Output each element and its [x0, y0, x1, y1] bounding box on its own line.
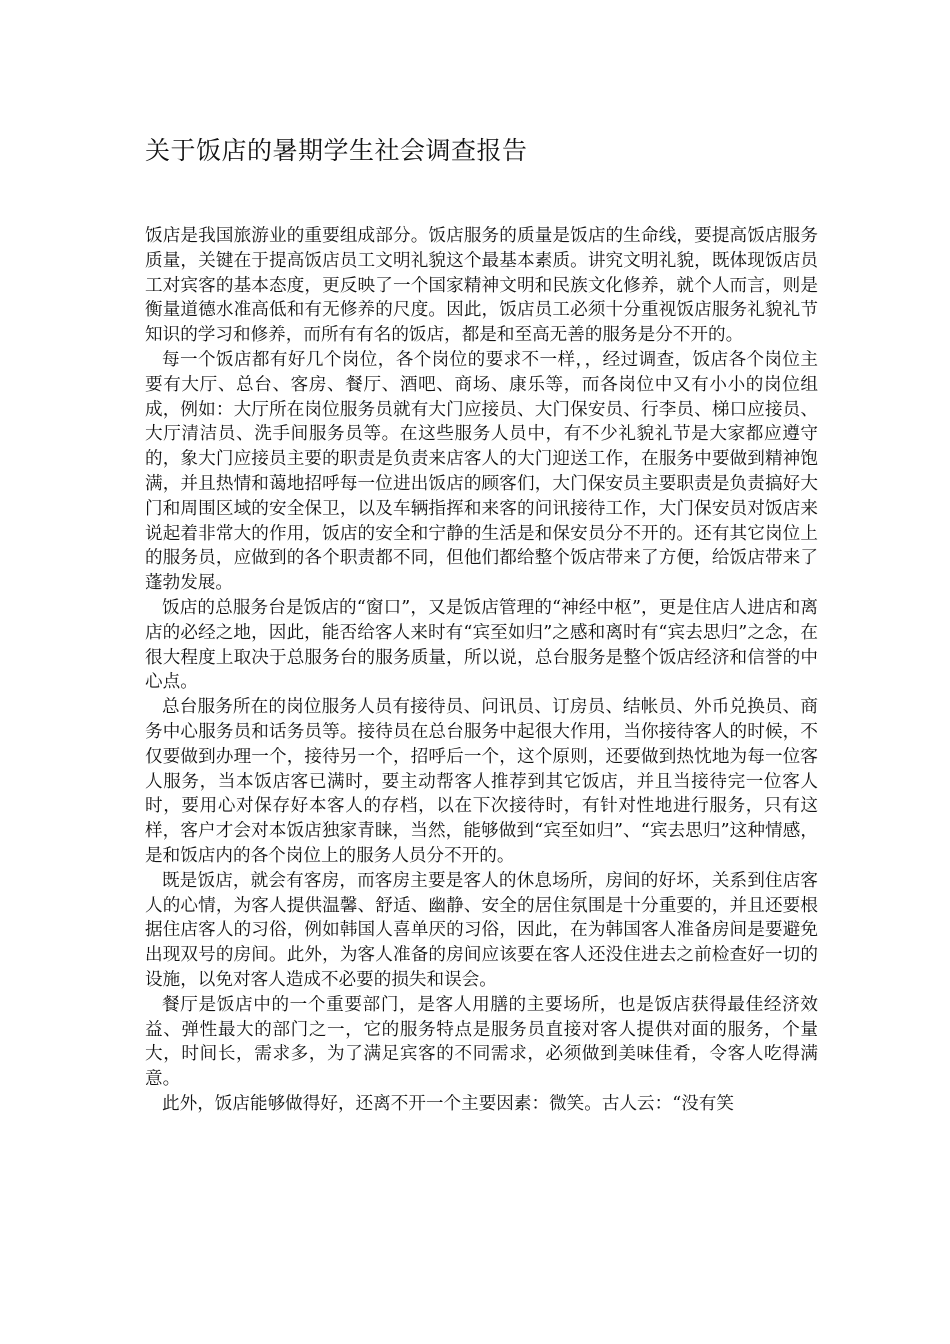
- paragraph-smile: 此外，饭店能够做得好，还离不开一个主要因素：微笑。古人云：“没有笑: [162, 1093, 734, 1114]
- paragraph-front-desk-staff: 总台服务所在的岗位服务人员有接待员、问讯员、订房员、结帐员、外币兑换员、商务中心服务员和话务员等。接待员在总台服务中起很大作用，当你接待客人的时候，不仅要做到办理一个，接待另一个，招呼后一个，这个原则，还要做到热忱地为每一位客人服务，当本饭店客已满时，要主动帮客人推荐到其它饭店，并且当接待完一位客人时，要用心对保存好本客人的存档，以在下次接待时，有针对性地进行服务，只有这样，客户才会对本饭店独家青睐，当然，能够做到“宾至如归”、“宾去思归”这种情感，是和饭店内的各个岗位上的服务人员分不开的。: [145, 697, 818, 866]
- paragraph-restaurant: 餐厅是饭店中的一个重要部门，是客人用膳的主要场所，也是饭店获得最佳经济效益、弹性最大的部门之一，它的服务特点是服务员直接对客人提供对面的服务，个量大，时间长，需求多，为了满足宾客的不同需求，必须做到美味佳肴，令客人吃得满意。: [145, 994, 818, 1090]
- document-title: 关于饭店的暑期学生社会调查报告: [145, 136, 528, 165]
- paragraph-intro: 饭店是我国旅游业的重要组成部分。饭店服务的质量是饭店的生命线，要提高饭店服务质量，关键在于提高饭店员工文明礼貌这个最基本素质。讲究文明礼貌，既体现饭店员工对宾客的基本态度，更反映了一个国家精神文明和民族文化修养，就个人而言，则是衡量道德水准高低和有无修养的尺度。因此，饭店员工必须十分重视饭店服务礼貌礼节知识的学习和修养，而所有有名的饭店，都是和至高无善的服务是分不开的。: [145, 226, 818, 346]
- paragraph-front-desk: 饭店的总服务台是饭店的“窗口”，又是饭店管理的“神经中枢”，更是住店人进店和离店的必经之地，因此，能否给客人来时有“宾至如归”之感和离时有“宾去思归”之念，在很大程度上取决于总服务台的服务质量，所以说，总台服务是整个饭店经济和信誉的中心点。: [145, 597, 818, 693]
- document-body: [145, 224, 818, 1117]
- paragraph-guest-rooms: 既是饭店，就会有客房，而客房主要是客人的休息场所，房间的好坏，关系到住店客人的心情，为客人提供温馨、舒适、幽静、安全的居住氛围是十分重要的，并且还要根据住店客人的习俗，例如韩国人喜单厌的习俗，因此，在为韩国客人准备房间是要避免出现双号的房间。此外，为客人准备的房间应该要在客人还没住进去之前检查好一切的设施，以免对客人造成不必要的损失和误会。: [145, 870, 818, 990]
- paragraph-positions: 每一个饭店都有好几个岗位，各个岗位的要求不一样，，经过调查，饭店各个岗位主要有大厅、总台、客房、餐厅、酒吧、商场、康乐等，而各岗位中又有小小的岗位组成，例如：大厅所在岗位服务员就有大门应接员、大门保安员、行李员、梯口应接员、大厅清洁员、洗手间服务员等。在这些服务人员中，有不少礼貌礼节是大家都应遵守的，象大门应接员主要的职责是负责来店客人的大门迎送工作，在服务中要做到精神饱满，并且热情和蔼地招呼每一位进出饭店的顾客们，大门保安员主要职责是负责搞好大门和周围区域的安全保卫，以及车辆指挥和来客的问讯接待工作，大门保安员对饭店来说起着非常大的作用，饭店的安全和宁静的生活是和保安员分不开的。还有其它岗位上的服务员，应做到的各个职责都不同，但他们都给整个饭店带来了方便，给饭店带来了蓬勃发展。: [145, 349, 818, 594]
